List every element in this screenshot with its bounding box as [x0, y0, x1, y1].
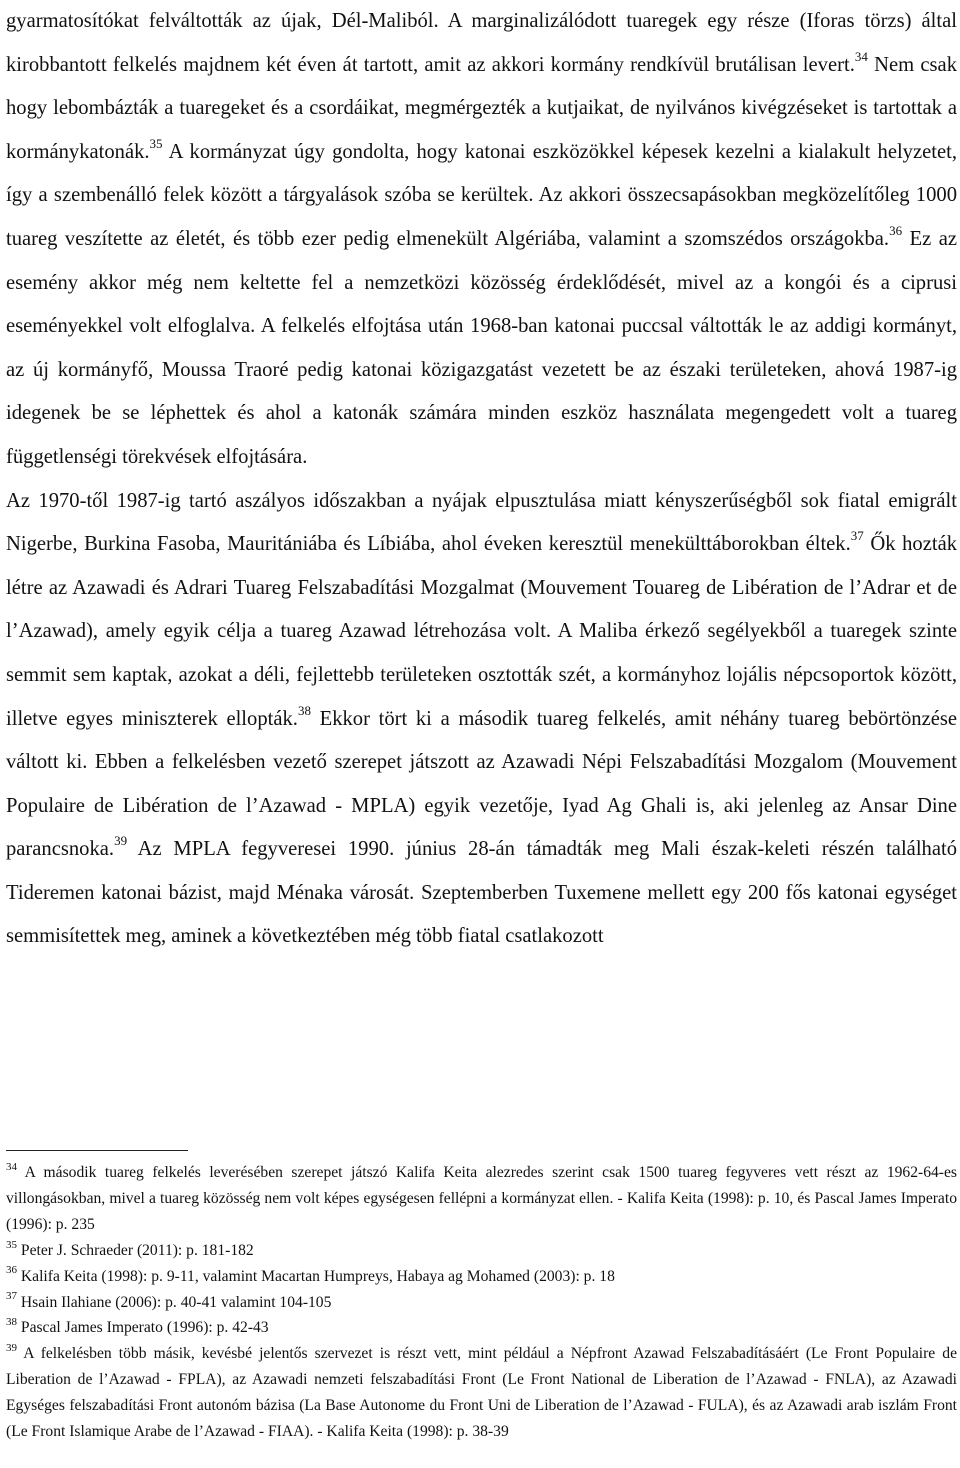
footnotes [6, 1160, 957, 1445]
paragraph-1-part-d: Ez az esemény akkor még nem keltette fel a nemzetközi közösség érdeklődését, mivel az a kongói és a ciprusi eseményekkel volt elfoglalva. A felkelés elfojtása után 1968-ban katonai puccsal váltották le az addigi kormányt, az új kormányfő, Moussa Traoré pedig katonai közigazgatást vezetett be az északi területeken, ahová 1987-ig idegenek be se léphettek és ahol a katonák számára minden eszköz használata megengedett volt a tuareg függetlenségi törekvések elfojtására. [6, 227, 957, 468]
footnote-number: 34 [6, 1160, 17, 1173]
footnote-text: Kalifa Keita (1998): p. 9-11, valamint Macartan Humpreys, Habaya ag Mohamed (2003): p. 18 [17, 1267, 615, 1285]
footnote-ref-38[interactable]: 38 [297, 702, 311, 718]
footnote-text: Hsain Ilahiane (2006): p. 40-41 valamint 104-105 [17, 1293, 332, 1311]
paragraph-2 [6, 480, 957, 960]
footnote-text: A felkelésben több másik, kevésbé jelentős szervezet is részt vett, mint például a Népfront Azawad Felszabadításáért (Le Front Populaire de Liberation de l’Azawad - FPLA), az Azawadi nemzeti felszabadítási Front (Le Front National de Liberation de l’Azawad - FNLA), az Azawadi Egységes felszabadítási Front autonóm bázisa (La Base Autonome du Front Uni de Liberation de l’Azawad - FULA), és az Azawadi arab iszlám Front (Le Front Islamique Arabe de l’Azawad - FIAA). - Kalifa Keita (1998): p. 38-39 [6, 1345, 957, 1441]
footnote-37 [6, 1290, 957, 1316]
footnote-number: 39 [6, 1342, 17, 1355]
footnote-text: Pascal James Imperato (1996): p. 42-43 [17, 1319, 269, 1337]
paragraph-2-part-b: Ők hozták létre az Azawadi és Adrari Tuareg Felszabadítási Mozgalmat (Mouvement Touareg de Libération de l’Adrar et de l’Azawad), amely egyik célja a tuareg Azawad létrehozása volt. A Maliba érkező segélyekből a tuaregek szinte semmit sem kaptak, azokat a déli, fejlettebb területeken osztották szét, a kormányhoz lojális népcsoportok között, illetve egyes miniszterek ellopták. [6, 533, 958, 730]
footnote-ref-35[interactable]: 35 [149, 135, 163, 151]
footnote-35 [6, 1238, 957, 1264]
footnote-number: 38 [6, 1316, 17, 1329]
paragraph-2-part-c: Ekkor tört ki a második tuareg felkelés, amit néhány tuareg bebörtönzése váltott ki. Ebben a felkelésben vezető szerepet játszott az Azawadi Népi Felszabadítási Mozgalom (Mouvement Populaire de Libération de l’Azawad - MPLA) egyik vezetője, Iyad Ag Ghali is, aki jelenleg az Ansar Dine parancsnoka. [6, 707, 957, 861]
paragraph-2-part-d: Az MPLA fegyveresei 1990. június 28-án támadták meg Mali észak-keleti részén található Tideremen katonai bázist, majd Ménaka városát. Szeptemberben Tuxemene mellett egy 200 fős katonai egységet semmisítettek meg, aminek a következtében még több fiatal csatlakozott [6, 838, 957, 948]
footnote-text: Peter J. Schraeder (2011): p. 181-182 [17, 1241, 254, 1259]
paragraph-1-part-c: A kormányzat úgy gondolta, hogy katonai eszközökkel képesek kezelni a kialakult helyzetet, így a szembenálló felek között a tárgyalások szóba se kerültek. Az akkori összecsapásokban megközelítőleg 1000 tuareg veszítette az életét, és több ezer pedig elmenekült Algériába, valamint a szomszédos országokba. [6, 140, 957, 250]
footnote-36 [6, 1264, 957, 1290]
paragraph-1-part-b: Nem csak hogy lebombázták a tuaregeket és a csordáikat, megmérgezték a kutjaikat, de nyilvános kivégzéseket is tartottak a kormánykatonák. [6, 53, 957, 163]
body-text [6, 0, 957, 959]
footnote-text: A második tuareg felkelés leverésében szerepet játszó Kalifa Keita alezredes szerint csak 1500 tuareg fegyveres vett részt az 1962-64-es villongásokban, mivel a tuareg közösség nem volt képes egységesen fellépni a kormányzat ellen. - Kalifa Keita (1998): p. 10, és Pascal James Imperato (1996): p. 235 [6, 1164, 957, 1233]
footnote-ref-39[interactable]: 39 [114, 833, 128, 849]
footnote-38 [6, 1315, 957, 1341]
paragraph-2-part-a: Az 1970-től 1987-ig tartó aszályos időszakban a nyájak elpusztulása miatt kényszerűségből sok fiatal emigrált Nigerbe, Burkina Fasoba, Mauritániába és Líbiába, ahol éveken keresztül menekülttáborokban éltek. [6, 489, 957, 556]
paragraph-1-part-a: gyarmatosítókat felváltották az újak, Dél-Maliból. A marginalizálódott tuaregek egy része (Iforas törzs) által kirobbantott felkelés majdnem két éven át tartott, amit az akkori kormány rendkívül brutálisan levert. [6, 10, 957, 76]
footnote-number: 36 [6, 1264, 17, 1277]
footnote-ref-37[interactable]: 37 [850, 528, 864, 544]
footnote-number: 35 [6, 1238, 17, 1251]
footnote-ref-36[interactable]: 36 [889, 223, 903, 239]
footnote-separator [6, 1150, 188, 1151]
footnote-39 [6, 1341, 957, 1445]
footnote-ref-34[interactable]: 34 [854, 48, 868, 64]
paragraph-1 [6, 0, 957, 480]
document-page [6, 0, 957, 959]
footnote-34 [6, 1160, 957, 1238]
footnote-number: 37 [6, 1290, 17, 1303]
